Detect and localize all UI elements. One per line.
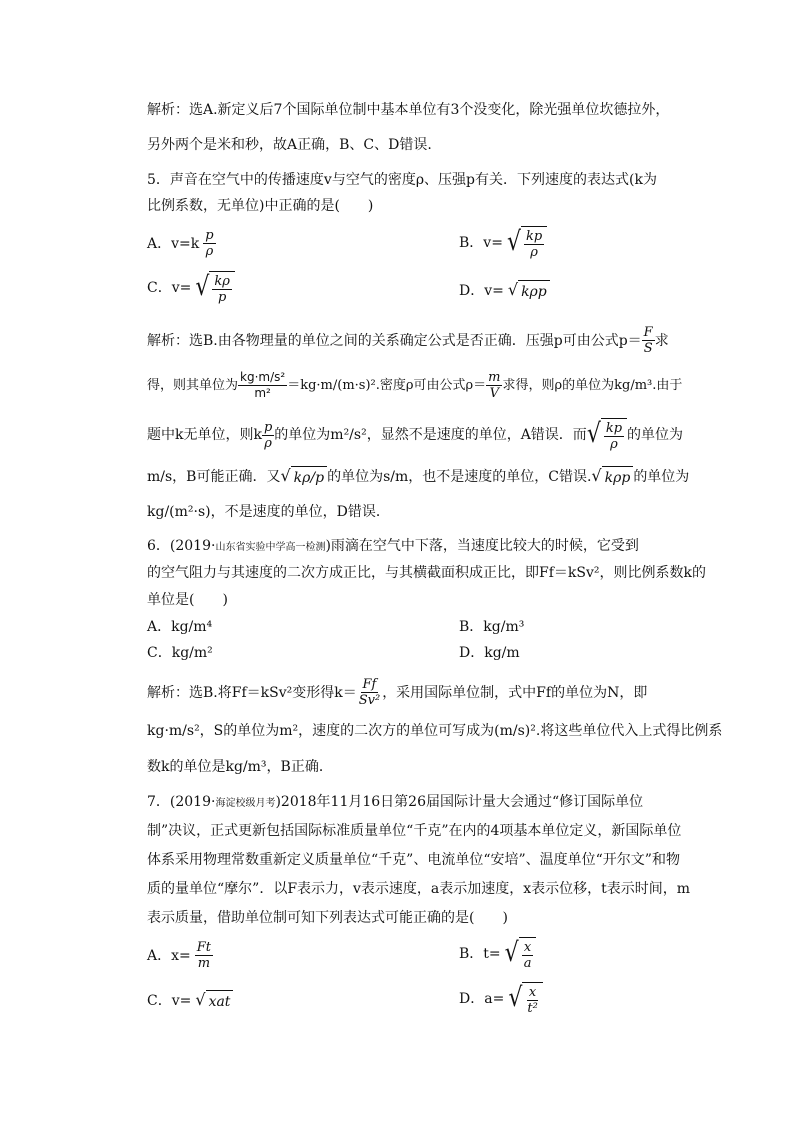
sqrt bbox=[591, 466, 633, 488]
radical-sign: √ bbox=[508, 983, 523, 1014]
fraction bbox=[524, 229, 544, 260]
numerator: Ft bbox=[196, 940, 211, 955]
text: 7．(2019· bbox=[147, 794, 216, 810]
q6-stem-line1 bbox=[147, 536, 639, 558]
text: 题中k无单位，则k bbox=[147, 427, 262, 443]
fraction bbox=[238, 370, 287, 401]
denominator: a bbox=[523, 955, 532, 971]
q5-solution-line4 bbox=[147, 466, 689, 488]
text: 的单位为m²/s²，显然不是速度的单位，A错误．而 bbox=[274, 427, 587, 443]
option-label: C．v= bbox=[147, 993, 192, 1009]
option-label: B．t= bbox=[459, 946, 501, 962]
numerator: x bbox=[528, 984, 537, 1000]
fraction bbox=[357, 677, 382, 708]
radical-sign: √ bbox=[507, 280, 519, 299]
text: ＝kg·m/(m·s)².密度ρ可由公式ρ＝ bbox=[287, 377, 487, 393]
fraction bbox=[262, 420, 274, 451]
denominator: V bbox=[489, 386, 500, 401]
option-label: D．a= bbox=[459, 991, 505, 1007]
sqrt-body: xat bbox=[206, 990, 234, 1012]
q7-option-c[interactable] bbox=[147, 990, 233, 1012]
text: 的单位为s/m，也不是速度的单位，C错误. bbox=[327, 469, 592, 485]
text: m/s，B可能正确．又 bbox=[147, 469, 281, 485]
radical-sign: √ bbox=[195, 272, 210, 303]
fraction bbox=[642, 325, 655, 356]
denominator: m² bbox=[254, 386, 271, 400]
q7-stem-line2: 制”决议，正式更新包括国际标准质量单位“千克”在内的4项基本单位定义，新国际单位 bbox=[147, 823, 682, 839]
numerator: p bbox=[263, 419, 273, 435]
denominator: p bbox=[217, 289, 227, 305]
fraction bbox=[195, 940, 213, 971]
sqrt bbox=[587, 418, 627, 452]
radical-sign: √ bbox=[586, 419, 601, 450]
q7-option-b[interactable] bbox=[459, 937, 536, 971]
q6-stem-line3: 单位是( ) bbox=[147, 592, 228, 608]
q6-option-a[interactable]: A．kg/m⁴ bbox=[147, 619, 213, 635]
option-label: B．v= bbox=[459, 235, 503, 251]
sqrt-body: kρp bbox=[518, 280, 550, 302]
text: ，采用国际单位制，式中Ff的单位为N，即 bbox=[382, 684, 648, 701]
radical-sign: √ bbox=[591, 466, 602, 485]
sqrt bbox=[505, 937, 537, 971]
fraction bbox=[525, 985, 539, 1016]
text: 解析：选B.将Ff＝kSv²变形得k＝ bbox=[147, 684, 357, 701]
q5-option-a[interactable] bbox=[147, 228, 216, 259]
text: )雨滴在空气中下落，当速度比较大的时候，它受到 bbox=[325, 538, 639, 554]
q6-solution-line3: 数k的单位是kg/m³，B正确． bbox=[147, 759, 333, 775]
q5-option-d[interactable] bbox=[459, 280, 550, 302]
q7-stem-line1 bbox=[147, 792, 643, 814]
sqrt bbox=[508, 280, 550, 302]
numerator: m bbox=[488, 370, 501, 385]
q7-stem-line3: 体系采用物理常数重新定义质量单位“千克”、电流单位“安培”、温度单位“开尔文”和物 bbox=[147, 852, 680, 868]
sqrt-body: kρ/p bbox=[291, 466, 327, 488]
q5-solution-line1 bbox=[147, 325, 669, 356]
sqrt-body: kρp bbox=[602, 466, 634, 488]
q6-option-c[interactable]: C．kg/m² bbox=[147, 645, 213, 661]
text: 解析：选B.由各物理量的单位之间的关系确定公式是否正确．压强p可由公式p＝ bbox=[147, 332, 642, 349]
q7-option-d[interactable] bbox=[459, 982, 543, 1016]
text: )2018年11月16日第26届国际计量大会通过“修订国际单位 bbox=[275, 794, 644, 810]
q5-solution-line2 bbox=[147, 370, 682, 401]
source-label: 海淀校级月考 bbox=[215, 798, 276, 809]
numerator: Ff bbox=[362, 677, 377, 692]
q5-stem-line2: 比例系数，无单位)中正确的是( ) bbox=[147, 198, 374, 214]
q5-stem-line1: 5．声音在空气中的传播速度v与空气的密度ρ、压强p有关．下列速度的表达式(k为 bbox=[147, 172, 657, 188]
text: 6．(2019· bbox=[147, 538, 216, 554]
radical-sign: √ bbox=[195, 990, 206, 1009]
fraction bbox=[203, 228, 215, 259]
text: 的单位为 bbox=[627, 427, 684, 443]
numerator: kp bbox=[605, 420, 623, 436]
source-label: 山东省实验中学高一检测 bbox=[215, 542, 326, 553]
q6-option-b[interactable]: B．kg/m³ bbox=[459, 619, 525, 635]
sqrt bbox=[195, 271, 235, 305]
denominator: ρ bbox=[205, 244, 214, 259]
q5-solution-line3 bbox=[147, 418, 683, 452]
text: 求 bbox=[654, 332, 669, 349]
denominator: ρ bbox=[264, 435, 272, 451]
denominator: ρ bbox=[530, 244, 538, 260]
sqrt bbox=[280, 466, 327, 488]
denominator: m bbox=[197, 956, 211, 971]
q5-option-c[interactable] bbox=[147, 271, 235, 305]
q6-stem-line2: 的空气阻力与其速度的二次方成正比，与其横截面积成正比，即Ff＝kSv²，则比例系数k的 bbox=[147, 565, 706, 581]
radical-sign: √ bbox=[506, 227, 521, 258]
numerator: kg·m/s² bbox=[240, 370, 286, 384]
q6-solution-line1 bbox=[147, 677, 647, 708]
option-label: D．v= bbox=[459, 283, 504, 299]
q4-solution-line2: 另外两个是米和秒，故A正确，B、C、D错误. bbox=[147, 137, 432, 153]
numerator: p bbox=[205, 228, 214, 243]
q7-stem-line4: 质的量单位“摩尔”．以F表示力，v表示速度，a表示加速度，x表示位移，t表示时间，m bbox=[147, 881, 691, 897]
radical-sign: √ bbox=[504, 938, 519, 969]
q7-stem-line5: 表示质量，借助单位制可知下列表达式可能正确的是( ) bbox=[147, 910, 508, 926]
numerator: kρ bbox=[214, 273, 230, 289]
fraction bbox=[212, 274, 232, 305]
text: 得，则其单位为 bbox=[147, 377, 239, 393]
numerator: x bbox=[523, 939, 532, 955]
q7-option-a[interactable] bbox=[147, 940, 213, 971]
option-label: C．v= bbox=[147, 280, 192, 296]
sqrt bbox=[508, 982, 542, 1016]
numerator: F bbox=[643, 325, 653, 340]
option-label: A．x= bbox=[147, 947, 191, 964]
denominator: S bbox=[643, 341, 653, 356]
denominator: Sv² bbox=[358, 693, 381, 708]
text: 的单位为 bbox=[633, 469, 690, 485]
option-label: A．v=k bbox=[147, 235, 200, 252]
q6-option-d[interactable]: D．kg/m bbox=[459, 645, 520, 661]
sqrt bbox=[195, 990, 233, 1012]
denominator: t² bbox=[527, 1000, 538, 1016]
fraction bbox=[522, 940, 534, 971]
numerator: kp bbox=[525, 228, 543, 244]
text: 求得，则ρ的单位为kg/m³.由于 bbox=[502, 377, 683, 393]
q4-solution-line1: 解析：选A.新定义后7个国际单位制中基本单位有3个没变化，除光强单位坎德拉外， bbox=[147, 102, 670, 118]
denominator: ρ bbox=[610, 436, 618, 452]
fraction bbox=[486, 370, 502, 401]
fraction bbox=[604, 421, 624, 452]
q5-option-b[interactable] bbox=[459, 226, 547, 260]
radical-sign: √ bbox=[280, 466, 291, 485]
q6-solution-line2: kg·m/s²，S的单位为m²，速度的二次方的单位可写成为(m/s)².将这些单位代入上式得比例系 bbox=[147, 723, 723, 739]
sqrt bbox=[507, 226, 547, 260]
q5-solution-line5: kg/(m²·s)，不是速度的单位，D错误． bbox=[147, 504, 390, 520]
